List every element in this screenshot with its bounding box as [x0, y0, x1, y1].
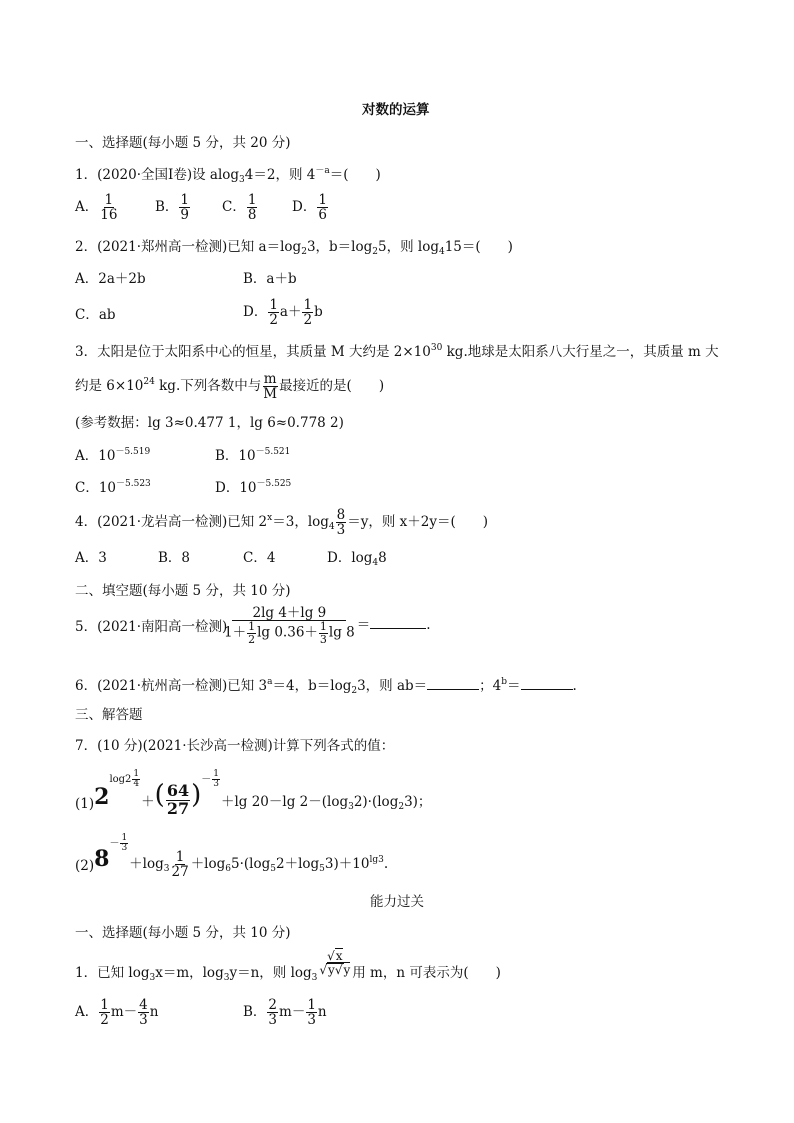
section-heading-choice: 一、选择题(每小题 5 分，共 20 分) [75, 135, 291, 151]
question-3-option-a: A．$10^{-5.519}$ [75, 447, 151, 464]
section-heading-fill: 二、填空题(每小题 5 分，共 10 分) [75, 583, 291, 599]
page-title: 对数的运算 [362, 102, 430, 118]
question-2-stem: 2．(2021·郑州高一检测)已知 $a=\log_23$，$b=\log_25$，则 $\log_415=$( ) [75, 239, 513, 257]
question-3-line-1: 3．太阳是位于太阳系中心的恒星，其质量 M 大约是 $2\times 10^{30}$ kg.地球是太阳系八大行星之一，其质量 m 大 [75, 343, 719, 360]
question-7-stem: 7．(10 分)(2021·长沙高一检测)计算下列各式的值： [75, 738, 395, 754]
section-heading-solve: 三、解答题 [75, 707, 143, 723]
question-3-line-2: 约是 $6\times 10^{24}$ kg.下列各数中与 $\frac{m}{M}$ 最接近的是( ) [75, 371, 385, 403]
question-2-option-d: D． $\frac{1}{2}$ a＋ $\frac{1}{2}$ b [243, 297, 323, 329]
question-4-option-d: D．$\log_48$ [327, 550, 387, 568]
question-6-answer-blank-1[interactable] [427, 677, 479, 690]
ability-question-1-option-a: A． $\frac{1}{2}$ m－ $\frac{4}{3}$ n [75, 997, 159, 1029]
question-7-part-1: $(1)2^{log2 \frac{1}{4}}$ ＋( $\frac{64}{27}$ )$^{- \frac{1}{3}}$ ＋lg 20－lg $2-(\log_32)\cdot(\log_23)$； [75, 768, 432, 818]
question-3-reference: (参考数据：lg 3≈0.477 1，lg 6≈0.778 2) [75, 415, 344, 431]
question-4-stem: 4．(2021·龙岩高一检测)已知 $2^x=3$，$\log_4$ $\frac{8}{3}$ ＝y，则 x＋2y＝( ) [75, 507, 489, 539]
question-1-stem: 1．(2020·全国Ⅰ卷)设 alog$_3$4＝2，则 $4^{-a}=$( ) [75, 166, 381, 185]
question-6-answer-blank-2[interactable] [521, 677, 573, 690]
section-heading-ability: 能力过关 [370, 894, 424, 910]
question-1-option-b: B． $\frac{1}{9}$ [155, 192, 190, 224]
question-2-option-a: A．2a＋2b [75, 271, 146, 287]
question-3-option-d: D．$10^{-5.525}$ [215, 479, 292, 496]
question-4-option-b: B．8 [158, 550, 191, 566]
question-3-option-b: B．$10^{-5.521}$ [215, 447, 291, 464]
question-4-option-c: C．4 [243, 550, 276, 566]
question-3-option-c: C．$10^{-5.523}$ [75, 479, 151, 496]
question-2-option-b: B．a＋b [243, 271, 297, 287]
ability-question-1-option-b: B． $\frac{2}{3}$ m－ $\frac{1}{3}$ n [243, 997, 327, 1029]
question-1-option-c: C． $\frac{1}{8}$ [222, 192, 257, 224]
question-1-option-a: A． $\frac{1}{16}$ [75, 192, 118, 224]
ability-question-1-stem: 1．已知 $\log_3x=m$，$\log_3y=n$，则 $\log_3$ $\frac{√x}{√y√y}$ 用 m，n 可表示为( ) [75, 949, 501, 983]
question-7-part-2: $(2)8^{- \frac{1}{3}}$ $+\log_3$ $\frac{1}{27}$ $+\log_65\cdot(\log_52+\log_53)+10^{lg3}$. [75, 832, 389, 880]
question-6-stem: 6．(2021·杭州高一检测)已知 $3^a=4$，$b=\log_23$，则 ab＝ ；$4^b=$ . [75, 677, 577, 696]
question-5-expression: 2lg 4＋lg 9 1＋ $\frac{1}{2}$ lg 0.36＋ $\frac{1}{3}$ lg 8 ＝ . [224, 605, 431, 646]
question-4-option-a: A．3 [75, 550, 107, 566]
section-heading-choice-2: 一、选择题(每小题 5 分，共 10 分) [75, 925, 291, 941]
question-2-option-c: C．ab [75, 307, 116, 323]
question-5-answer-blank[interactable] [370, 616, 426, 629]
question-5-label: 5．(2021·南阳高一检测) [75, 619, 228, 635]
question-1-option-d: D． $\frac{1}{6}$ [292, 192, 327, 224]
